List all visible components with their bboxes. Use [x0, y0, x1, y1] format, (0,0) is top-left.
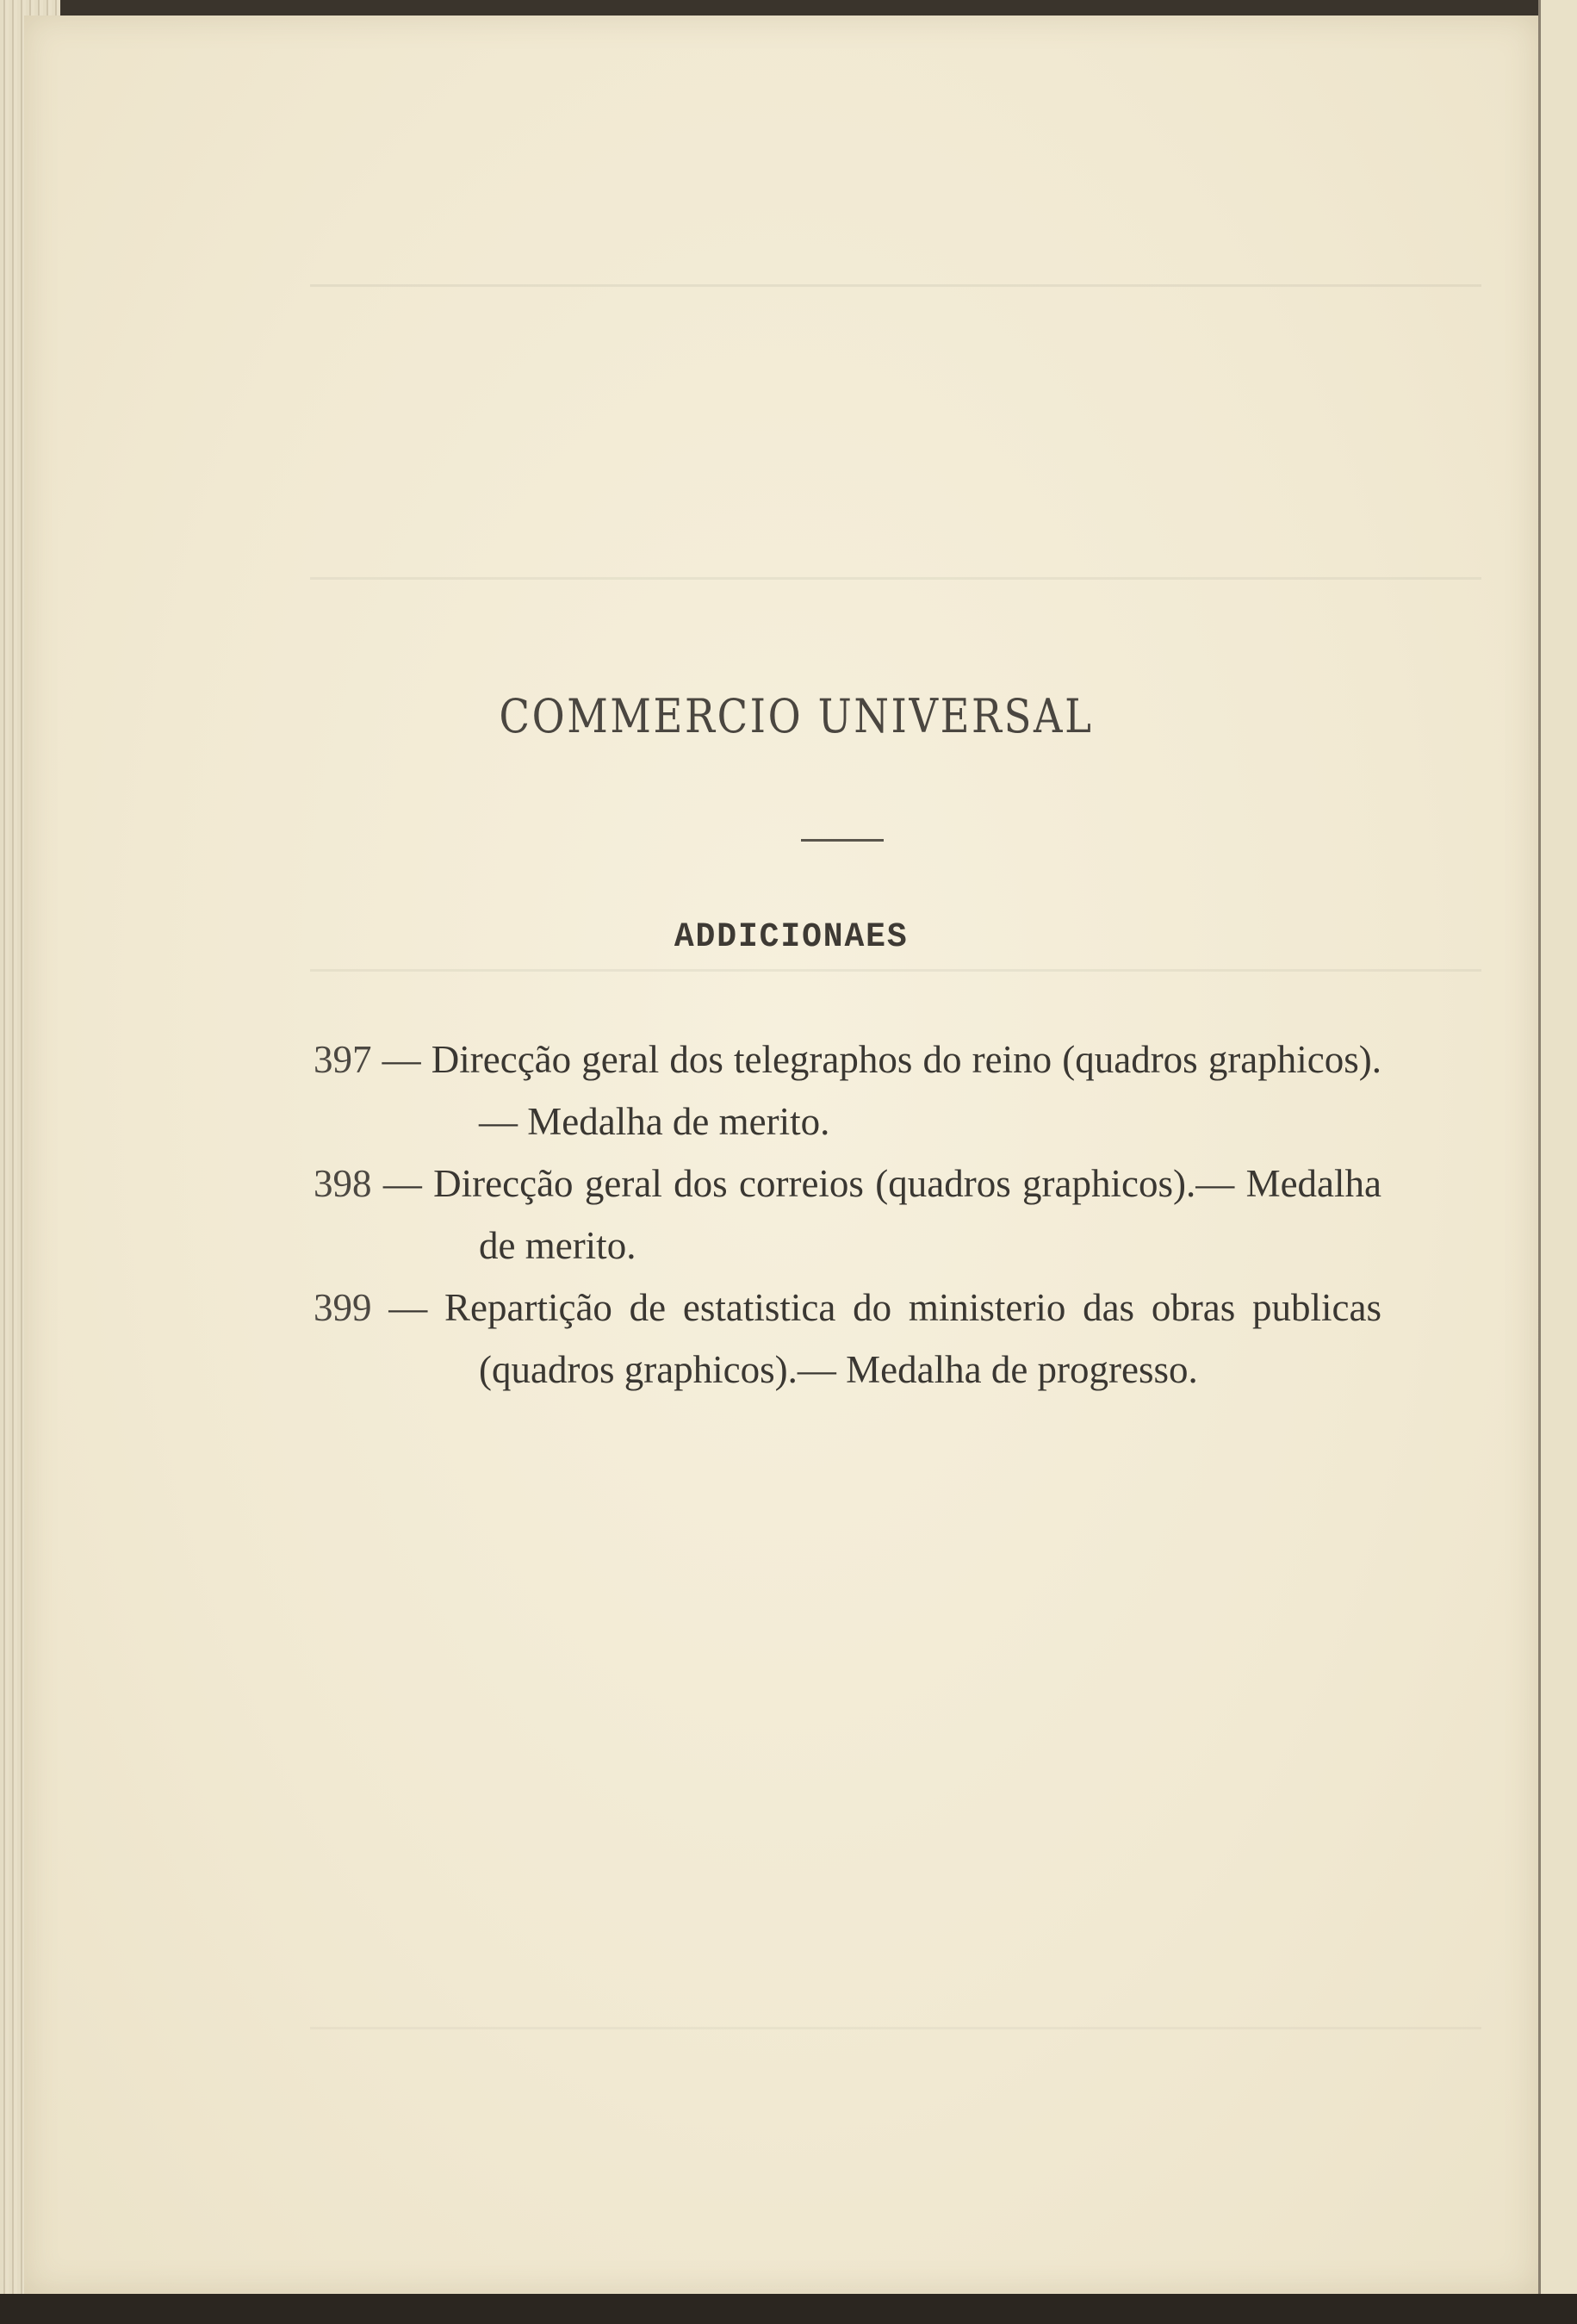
- section-heading: ADDICIONAES: [674, 918, 909, 957]
- entry-separator: —: [371, 1162, 434, 1205]
- list-item: [314, 1028, 1381, 1153]
- list-item: [314, 1277, 1381, 1401]
- entry-text: Direcção geral dos correios (quadros graphicos).— Medalha de merito.: [433, 1162, 1382, 1267]
- title-divider: [801, 839, 884, 842]
- entry-number: 399: [314, 1286, 372, 1329]
- facing-page-edge: [1538, 0, 1577, 2324]
- entry-separator: —: [371, 1286, 445, 1329]
- scan-bottom-edge: [0, 2294, 1577, 2324]
- entry-number: 398: [314, 1162, 372, 1205]
- show-through-rule: [310, 969, 1481, 972]
- list-item: [314, 1153, 1381, 1277]
- entry-text: Repartição de estatistica do ministerio das obras publicas (quadros graphicos).— Medalha de progresso.: [444, 1286, 1382, 1391]
- entry-text: Direcção geral dos telegraphos do reino (quadros graphicos).— Medalha de merito.: [431, 1038, 1381, 1143]
- page-title: COMMERCIO UNIVERSAL: [499, 689, 1094, 743]
- show-through-rule: [310, 577, 1481, 580]
- entry-list: [314, 1028, 1381, 1401]
- entry-number: 397: [314, 1038, 372, 1081]
- entry-separator: —: [371, 1038, 432, 1081]
